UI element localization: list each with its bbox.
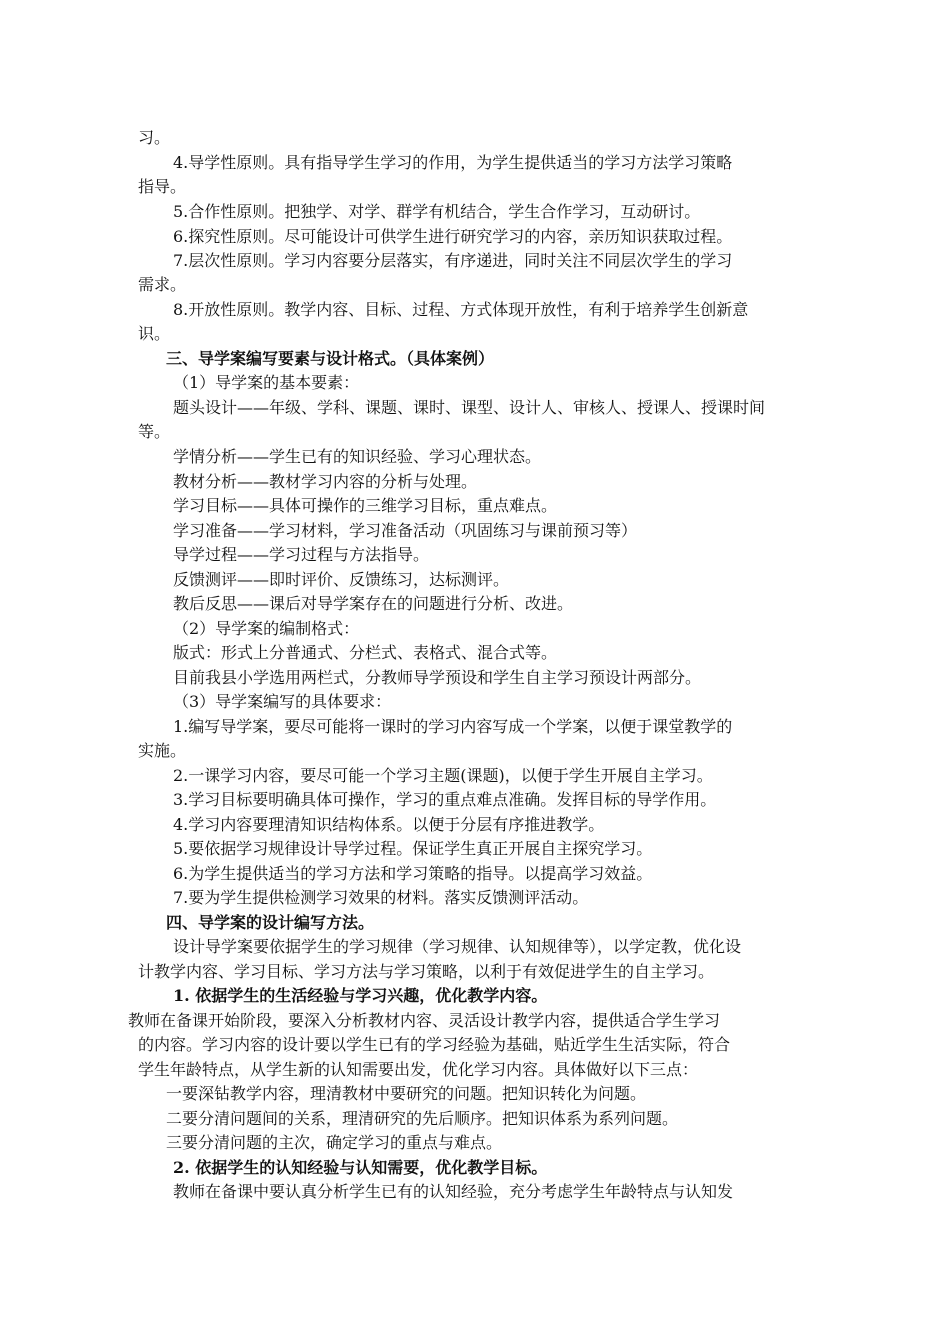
text-line: 二要分清问题间的关系，理清研究的先后顺序。把知识体系为系列问题。 [166, 1109, 679, 1128]
text-line: 学生年龄特点，从学生新的认知需要出发，优化学习内容。具体做好以下三点： [138, 1060, 699, 1079]
principle-6: 6.探究性原则。尽可能设计可供学生进行研究学习的内容，亲历知识获取过程。 [173, 227, 733, 246]
section-heading-3: 三、导学案编写要素与设计格式。（具体案例） [166, 349, 495, 368]
text-line: 教后反思——课后对导学案存在的问题进行分析、改进。 [173, 594, 574, 613]
requirement-1: 1.编写导学案，要尽可能将一课时的学习内容写成一个学案，以便于课堂教学的 [173, 717, 733, 736]
principle-5: 5.合作性原则。把独学、对学、群学有机结合，学生合作学习，互动研讨。 [173, 202, 701, 221]
text-line: 计教学内容、学习目标、学习方法与学习策略，以利于有效促进学生的自主学习。 [138, 962, 715, 981]
text-line: 教师在备课中要认真分析学生已有的认知经验，充分考虑学生年龄特点与认知发 [173, 1182, 734, 1201]
text-line: 导学过程——学习过程与方法指导。 [173, 545, 430, 564]
principle-8: 8.开放性原则。教学内容、目标、过程、方式体现开放性，有利于培养学生创新意 [173, 300, 749, 319]
text-line: 设计导学案要依据学生的学习规律（学习规律、认知规律等），以学定教，优化设 [173, 937, 742, 956]
text-line: 习。 [138, 128, 171, 147]
text-line: 目前我县小学选用两栏式，分教师导学预设和学生自主学习预设计两部分。 [173, 668, 702, 687]
requirement-4: 4.学习内容要理清知识结构体系。以便于分层有序推进教学。 [173, 815, 605, 834]
text-line: 的内容。学习内容的设计要以学生已有的学习经验为基础，贴近学生生活实际，符合 [138, 1035, 731, 1054]
text-line: 教师在备课开始阶段，要深入分析教材内容、灵活设计教学内容，提供适合学生学习 [128, 1011, 721, 1030]
text-line: 识。 [138, 324, 171, 343]
text-line: 学习准备——学习材料，学习准备活动（巩固练习与课前预习等） [173, 521, 638, 540]
requirement-2: 2.一课学习内容，要尽可能一个学习主题(课题)，以便于学生开展自主学习。 [173, 766, 713, 785]
requirement-7: 7.要为学生提供检测学习效果的材料。落实反馈测评活动。 [173, 888, 589, 907]
text-line: 需求。 [138, 275, 187, 294]
text-line: 题头设计——年级、学科、课题、课时、课型、设计人、审核人、授课人、授课时间 [173, 398, 766, 417]
method-heading-2: 2. 依据学生的认知经验与认知需要，优化教学目标。 [173, 1158, 548, 1177]
text-line: 反馈测评——即时评价、反馈练习，达标测评。 [173, 570, 510, 589]
requirement-5: 5.要依据学习规律设计导学过程。保证学生真正开展自主探究学习。 [173, 839, 653, 858]
subheading-2: （2）导学案的编制格式： [173, 619, 360, 638]
method-heading-1: 1. 依据学生的生活经验与学习兴趣，优化教学内容。 [173, 986, 548, 1005]
text-line: 三要分清问题的主次，确定学习的重点与难点。 [166, 1133, 503, 1152]
requirement-3: 3.学习目标要明确具体可操作，学习的重点难点准确。发挥目标的导学作用。 [173, 790, 717, 809]
section-heading-4: 四、导学案的设计编写方法。 [166, 913, 375, 932]
text-line: 教材分析——教材学习内容的分析与处理。 [173, 472, 478, 491]
text-line: 学情分析——学生已有的知识经验、学习心理状态。 [173, 447, 542, 466]
text-line: 实施。 [138, 741, 187, 760]
subheading-3: （3）导学案编写的具体要求： [173, 692, 392, 711]
requirement-6: 6.为学生提供适当的学习方法和学习策略的指导。以提高学习效益。 [173, 864, 653, 883]
text-line: 指导。 [138, 177, 187, 196]
text-line: 学习目标——具体可操作的三维学习目标，重点难点。 [173, 496, 558, 515]
text-line: 等。 [138, 422, 171, 441]
principle-4: 4.导学性原则。具有指导学生学习的作用，为学生提供适当的学习方法学习策略 [173, 153, 733, 172]
text-line: 版式：形式上分普通式、分栏式、表格式、混合式等。 [173, 643, 558, 662]
principle-7: 7.层次性原则。学习内容要分层落实，有序递进，同时关注不同层次学生的学习 [173, 251, 733, 270]
subheading-1: （1）导学案的基本要素： [173, 373, 360, 392]
text-line: 一要深钻教学内容，理清教材中要研究的问题。把知识转化为问题。 [166, 1084, 647, 1103]
